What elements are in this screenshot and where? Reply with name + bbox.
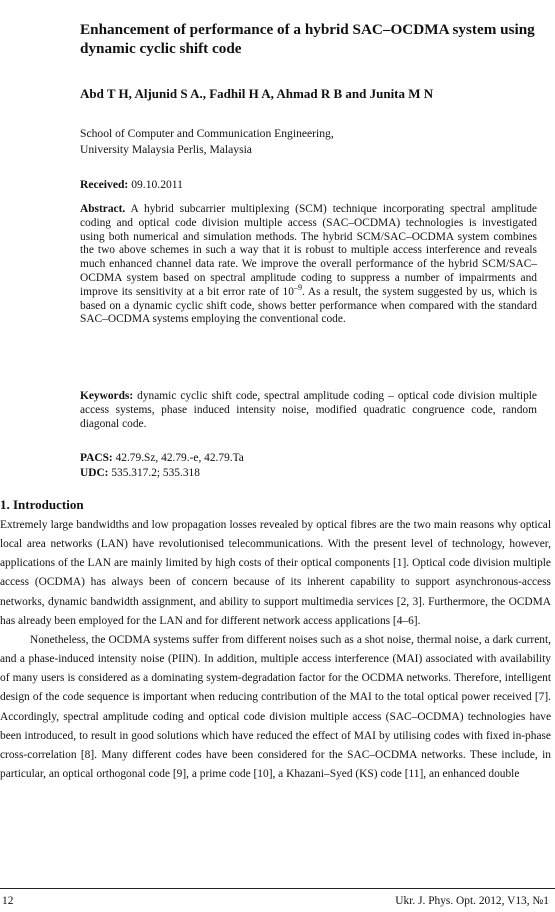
section-heading: 1. Introduction — [0, 497, 84, 512]
pacs-line — [80, 451, 537, 466]
pacs-label: PACS: — [80, 452, 113, 464]
udc-label: UDC: — [80, 467, 109, 479]
journal-reference: Ukr. J. Phys. Opt. 2012, V13, №1 — [395, 895, 549, 907]
page-number: 12 — [2, 895, 14, 907]
abstract — [80, 203, 537, 327]
keywords-label: Keywords: — [80, 390, 134, 402]
keywords-text: dynamic cyclic shift code, spectral amplitude coding – optical code division multiple access systems, phase induced intensity noise, modified quadratic congruence code, random diagonal code. — [80, 390, 537, 430]
received-date — [80, 177, 537, 193]
udc-value: 535.317.2; 535.318 — [111, 467, 200, 479]
received-label: Received: — [80, 178, 129, 191]
affiliation-line: School of Computer and Communication Engineering, — [80, 127, 334, 140]
abstract-label: Abstract. — [80, 203, 126, 215]
author-list: Abd T H, Aljunid S A., Fadhil H A, Ahmad R B and Junita M N — [80, 86, 434, 101]
body-paragraph: Nonetheless, the OCDMA systems suffer from different noises such as a shot noise, thermal noise, a dark current, and a phase-induced intensity noise (PIIN). In addition, multiple access interference (MAI) associated with availability of many users is considered as a dominating system-degradation factor for the OCDMA networks. Therefore, intelligent design of the code sequence is important when reducing contribution of the MAI to the total optical power received [7]. Accordingly, spectral amplitude coding and optical code division multiple access (SAC–OCDMA) technologies have been introduced, to result in good solutions which have reduced the effect of MAI by utilising codes with fixed in-phase cross-correlation [8]. Many different codes have been considered for the SAC–OCDMA networks. These include, in particular, an optical orthogonal code [9], a prime code [10], a Khazani–Syed (KS) code [11], an enhanced double — [0, 633, 551, 781]
abstract-text: A hybrid subcarrier multiplexing (SCM) technique incorporating spectral amplitude coding and optical code division multiple access (SAC–OCDMA) technologies is investigated using both numerical and simulation methods. The hybrid SCM/SAC–OCDMA system combines the two above schemes in such a way that it is robust to multiple access interference and reveals much enhanced channel data rate. We improve the overall performance of the hybrid SCM/SAC–OCDMA system based on spectral amplitude coding to suppress a number of impairments and improve its sensitivity at a bit error rate of 10 — [80, 203, 537, 298]
abstract-exponent: –9 — [293, 282, 302, 292]
received-value: 09.10.2011 — [131, 178, 183, 191]
affiliation — [80, 126, 537, 158]
body-paragraph: Extremely large bandwidths and low propagation losses revealed by optical fibres are the two main reasons why optical local area networks (LAN) have revolutionised telecommunications. With the present level of technology, however, applications of the LAN are mainly limited by high costs of their optical components [1]. Optical code division multiple access (OCDMA) has always been of concern because of its inherent capability to support asynchronous-access networks, dynamic bandwidth assignment, and ability to support multimedia services [2, 3]. Furthermore, the OCDMA has already been employed for the LAN and for different network access applications [4–6]. — [0, 519, 551, 627]
udc-line — [80, 466, 537, 481]
abstract-text-end: . As a result, the system suggested by us, which is based on a dynamic cyclic shift code, shows better performance when compared with the standard SAC–OCDMA systems employing the conventional code. — [80, 285, 537, 326]
footer-divider — [0, 888, 555, 889]
keywords — [80, 390, 537, 431]
section-body — [0, 516, 551, 784]
paper-title: Enhancement of performance of a hybrid SAC–OCDMA system using dynamic cyclic shift code — [80, 21, 535, 57]
affiliation-line: University Malaysia Perlis, Malaysia — [80, 143, 252, 156]
classification-codes — [80, 451, 537, 481]
pacs-value: 42.79.Sz, 42.79.-e, 42.79.Ta — [115, 452, 244, 464]
